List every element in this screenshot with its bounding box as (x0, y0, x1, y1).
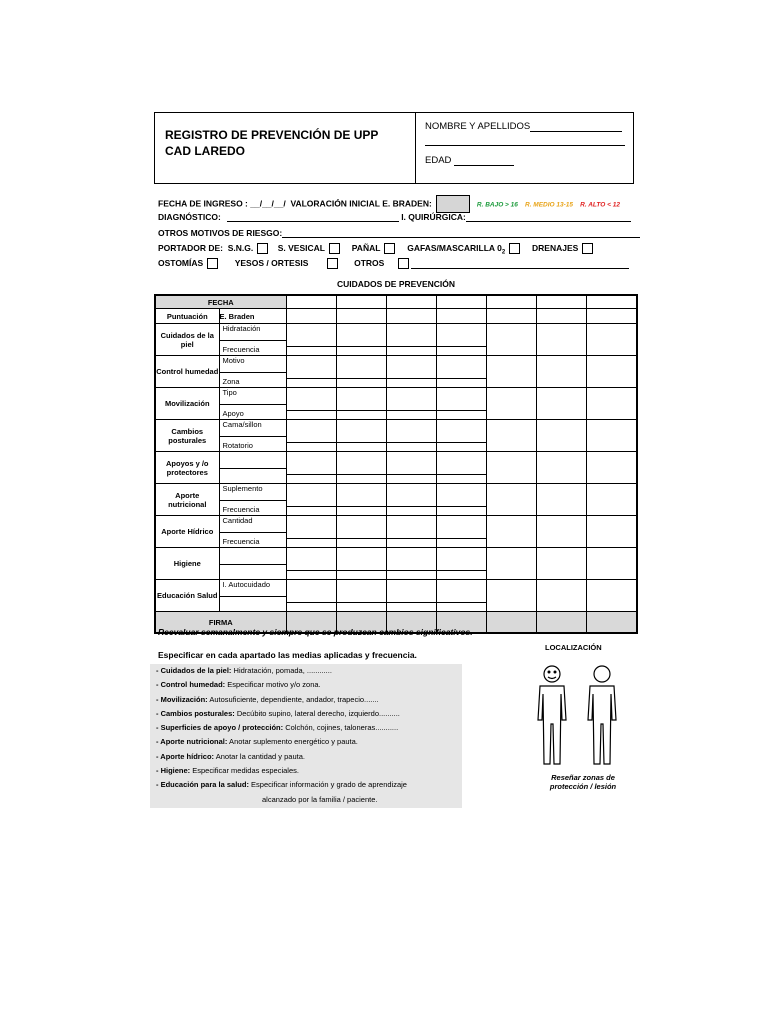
firma-label: FIRMA (155, 612, 286, 634)
care-cell[interactable] (537, 420, 587, 452)
care-cell[interactable] (336, 309, 386, 324)
care-cell[interactable] (386, 324, 436, 356)
care-cell[interactable] (487, 324, 537, 356)
care-cell[interactable] (386, 452, 436, 484)
care-cell[interactable] (587, 356, 637, 388)
panal-checkbox[interactable] (384, 243, 395, 254)
sub-field-2 (220, 597, 286, 612)
care-cell[interactable] (386, 295, 436, 309)
note-last-line: alcanzado por la familia / paciente. (262, 794, 378, 804)
care-cell[interactable] (537, 356, 587, 388)
firma-cell[interactable] (487, 612, 537, 634)
care-cell[interactable] (537, 452, 587, 484)
care-row-subfields[interactable] (219, 580, 286, 612)
reevaluar-note: Reevaluar semanalmente y siempre que se produzcan cambios significativos. (158, 627, 473, 637)
care-row-label: Aporte Hídrico (155, 516, 219, 548)
drenajes-checkbox[interactable] (582, 243, 593, 254)
header-box (154, 112, 634, 184)
care-cell[interactable] (587, 309, 637, 324)
care-row-label: Educación Salud (155, 580, 219, 612)
risk-low-label: R. BAJO > 16 (476, 201, 518, 209)
localization-caption: Reseñar zonas de protección / lesión (549, 773, 617, 791)
otros-motivos-row[interactable]: OTROS MOTIVOS DE RIESGO: (158, 228, 640, 238)
care-row-subfields[interactable] (219, 484, 286, 516)
care-cell[interactable] (436, 356, 486, 388)
sub-field-2: Frecuencia (222, 345, 260, 354)
care-cell[interactable] (286, 452, 336, 484)
care-cell[interactable] (336, 420, 386, 452)
care-cell[interactable] (587, 452, 637, 484)
care-cell[interactable] (286, 324, 336, 356)
sub-field-1 (220, 452, 286, 469)
care-cell[interactable] (336, 580, 386, 612)
care-cell[interactable] (587, 388, 637, 420)
care-cell[interactable] (336, 388, 386, 420)
note-item: - Aporte nutricional: Anotar suplemento energético y pauta. (156, 737, 358, 747)
otros-checkbox[interactable] (398, 258, 409, 269)
care-cell[interactable] (286, 516, 336, 548)
care-table (154, 294, 638, 634)
care-cell[interactable] (436, 324, 486, 356)
sub-field-2: Frecuencia (222, 537, 260, 546)
ostomias-row: OSTOMÍAS YESOS / ORTESIS OTROS (158, 258, 629, 269)
ostomias-checkbox[interactable] (207, 258, 218, 269)
care-cell[interactable] (587, 324, 637, 356)
sub-field-1: Cama/sillon (220, 420, 286, 437)
care-cell[interactable] (587, 295, 637, 309)
sub-field-1: Cantidad (220, 516, 286, 533)
care-cell[interactable] (436, 580, 486, 612)
care-row-subfields[interactable] (219, 420, 286, 452)
back-figure-icon (588, 666, 616, 764)
care-cell[interactable] (386, 516, 436, 548)
sub-field-2 (220, 565, 286, 580)
yesos-checkbox[interactable] (327, 258, 338, 269)
care-cell[interactable] (487, 580, 537, 612)
care-row-subfields[interactable] (219, 516, 286, 548)
care-cell[interactable] (286, 388, 336, 420)
care-row-label: Control humedad (155, 356, 219, 388)
form-title: REGISTRO DE PREVENCIÓN DE UPP CAD LAREDO (165, 128, 379, 158)
care-cell[interactable] (386, 309, 436, 324)
care-row-label: Movilización (155, 388, 219, 420)
care-cell[interactable] (386, 388, 436, 420)
front-figure-icon (538, 666, 566, 764)
care-cell[interactable] (537, 484, 587, 516)
sng-checkbox[interactable] (257, 243, 268, 254)
care-cell[interactable] (386, 548, 436, 580)
care-cell[interactable] (386, 580, 436, 612)
care-cell[interactable] (436, 516, 486, 548)
care-cell[interactable] (587, 420, 637, 452)
care-cell[interactable] (436, 484, 486, 516)
care-cell[interactable] (487, 388, 537, 420)
care-cell[interactable] (487, 516, 537, 548)
care-cell[interactable] (587, 548, 637, 580)
sub-field-1: Suplemento (220, 484, 286, 501)
care-row-label: Higiene (155, 548, 219, 580)
care-cell[interactable] (336, 484, 386, 516)
note-item: - Cambios posturales: Decúbito supino, lateral derecho, izquierdo.......... (156, 708, 400, 718)
care-row-label: Apoyos y /o protectores (155, 452, 219, 484)
care-cell[interactable] (487, 295, 537, 309)
sub-field-2: Frecuencia (222, 505, 260, 514)
name-field[interactable]: NOMBRE Y APELLIDOS (425, 121, 622, 132)
sub-field-2: Zona (222, 377, 240, 386)
age-field[interactable]: EDAD (425, 155, 514, 166)
care-cell[interactable] (537, 580, 587, 612)
care-row-subfields[interactable] (219, 356, 286, 388)
sub-field-1: Tipo (220, 388, 286, 405)
care-cell[interactable] (336, 356, 386, 388)
care-cell[interactable] (537, 388, 587, 420)
care-cell[interactable] (587, 516, 637, 548)
care-row-label: Cuidados de la piel (155, 324, 219, 356)
braden-score-box[interactable] (436, 195, 470, 213)
especificar-note: Especificar en cada apartado las medias aplicadas y frecuencia. (158, 650, 417, 660)
care-cell[interactable] (537, 309, 587, 324)
care-cell[interactable] (436, 420, 486, 452)
fecha-ingreso-row: FECHA DE INGRESO : __/__/__/ VALORACIÓN INICIAL E. BRADEN: R. BAJO > 16 R. MEDIO 13-15 R. ALTO < 12 (158, 195, 620, 213)
note-item: - Movilización: Autosuficiente, dependiente, andador, trapecio....... (156, 694, 379, 704)
care-cell[interactable] (487, 548, 537, 580)
notes-box (150, 664, 462, 808)
care-cell[interactable] (537, 324, 587, 356)
care-cell[interactable] (336, 548, 386, 580)
note-item: - Aporte hídrico: Anotar la cantidad y pauta. (156, 751, 305, 761)
care-cell[interactable] (386, 484, 436, 516)
care-cell[interactable] (286, 356, 336, 388)
care-cell[interactable] (537, 516, 587, 548)
care-cell[interactable] (436, 548, 486, 580)
care-row-subfields[interactable] (219, 548, 286, 580)
svesical-checkbox[interactable] (329, 243, 340, 254)
care-cell[interactable] (487, 309, 537, 324)
care-section-title: CUIDADOS DE PREVENCIÓN (336, 279, 456, 289)
firma-cell[interactable] (587, 612, 637, 634)
sub-field-1: Hidratación (220, 324, 286, 341)
puntuacion-label: Puntuación (155, 309, 219, 324)
body-figures[interactable] (528, 660, 638, 772)
localization-title: LOCALIZACIÓN (545, 643, 602, 652)
portador-row: PORTADOR DE: S.N.G. S. VESICAL PAÑAL GAFAS/MASCARILLA $0_2$ DRENAJES (158, 243, 593, 256)
care-cell[interactable] (286, 420, 336, 452)
care-row-label: Aporte nutricional (155, 484, 219, 516)
note-item: - Superficies de apoyo / protección: Colchón, cojines, taloneras........... (156, 723, 399, 733)
care-cell[interactable] (386, 356, 436, 388)
risk-mid-label: R. MEDIO 13-15 (525, 201, 574, 209)
care-cell[interactable] (436, 295, 486, 309)
care-cell[interactable] (537, 295, 587, 309)
gafas-checkbox[interactable] (509, 243, 520, 254)
diagnostico-row[interactable]: DIAGNÓSTICO: I. QUIRÚRGICA: (158, 212, 631, 222)
care-cell[interactable] (336, 452, 386, 484)
care-cell[interactable] (436, 388, 486, 420)
care-row-label: Cambios posturales (155, 420, 219, 452)
care-cell[interactable] (537, 548, 587, 580)
risk-high-label: R. ALTO < 12 (580, 201, 620, 209)
note-item: - Higiene: Especificar medidas especiales. (156, 766, 299, 776)
care-cell[interactable] (487, 356, 537, 388)
care-cell[interactable] (386, 420, 436, 452)
care-cell[interactable] (336, 324, 386, 356)
sub-field-2: Rotatorio (222, 441, 253, 450)
care-cell[interactable] (487, 420, 537, 452)
care-cell[interactable] (286, 580, 336, 612)
care-cell[interactable] (487, 452, 537, 484)
care-cell[interactable] (286, 309, 336, 324)
firma-cell[interactable] (537, 612, 587, 634)
fecha-header: FECHA (155, 295, 286, 309)
care-cell[interactable] (286, 548, 336, 580)
sub-field-2 (220, 469, 286, 484)
care-cell[interactable] (587, 580, 637, 612)
care-row-subfields[interactable] (219, 388, 286, 420)
care-cell[interactable] (286, 295, 336, 309)
care-cell[interactable] (587, 484, 637, 516)
ebraden-label: E. Braden (219, 309, 286, 324)
note-item: - Educación para la salud: Especificar información y grado de aprendizaje (156, 780, 407, 790)
care-cell[interactable] (436, 452, 486, 484)
sub-field-2: Apoyo (222, 409, 244, 418)
note-item: - Control humedad: Especificar motivo y/o zona. (156, 680, 321, 690)
care-row-subfields[interactable] (219, 324, 286, 356)
sub-field-1: Motivo (220, 356, 286, 373)
sub-field-1: I. Autocuidado (220, 580, 286, 597)
care-row-subfields[interactable] (219, 452, 286, 484)
care-cell[interactable] (336, 295, 386, 309)
care-cell[interactable] (487, 484, 537, 516)
care-cell[interactable] (286, 484, 336, 516)
sub-field-1 (220, 548, 286, 565)
care-cell[interactable] (336, 516, 386, 548)
note-item: - Cuidados de la piel: Hidratación, pomada, ............ (156, 666, 332, 675)
care-cell[interactable] (436, 309, 486, 324)
